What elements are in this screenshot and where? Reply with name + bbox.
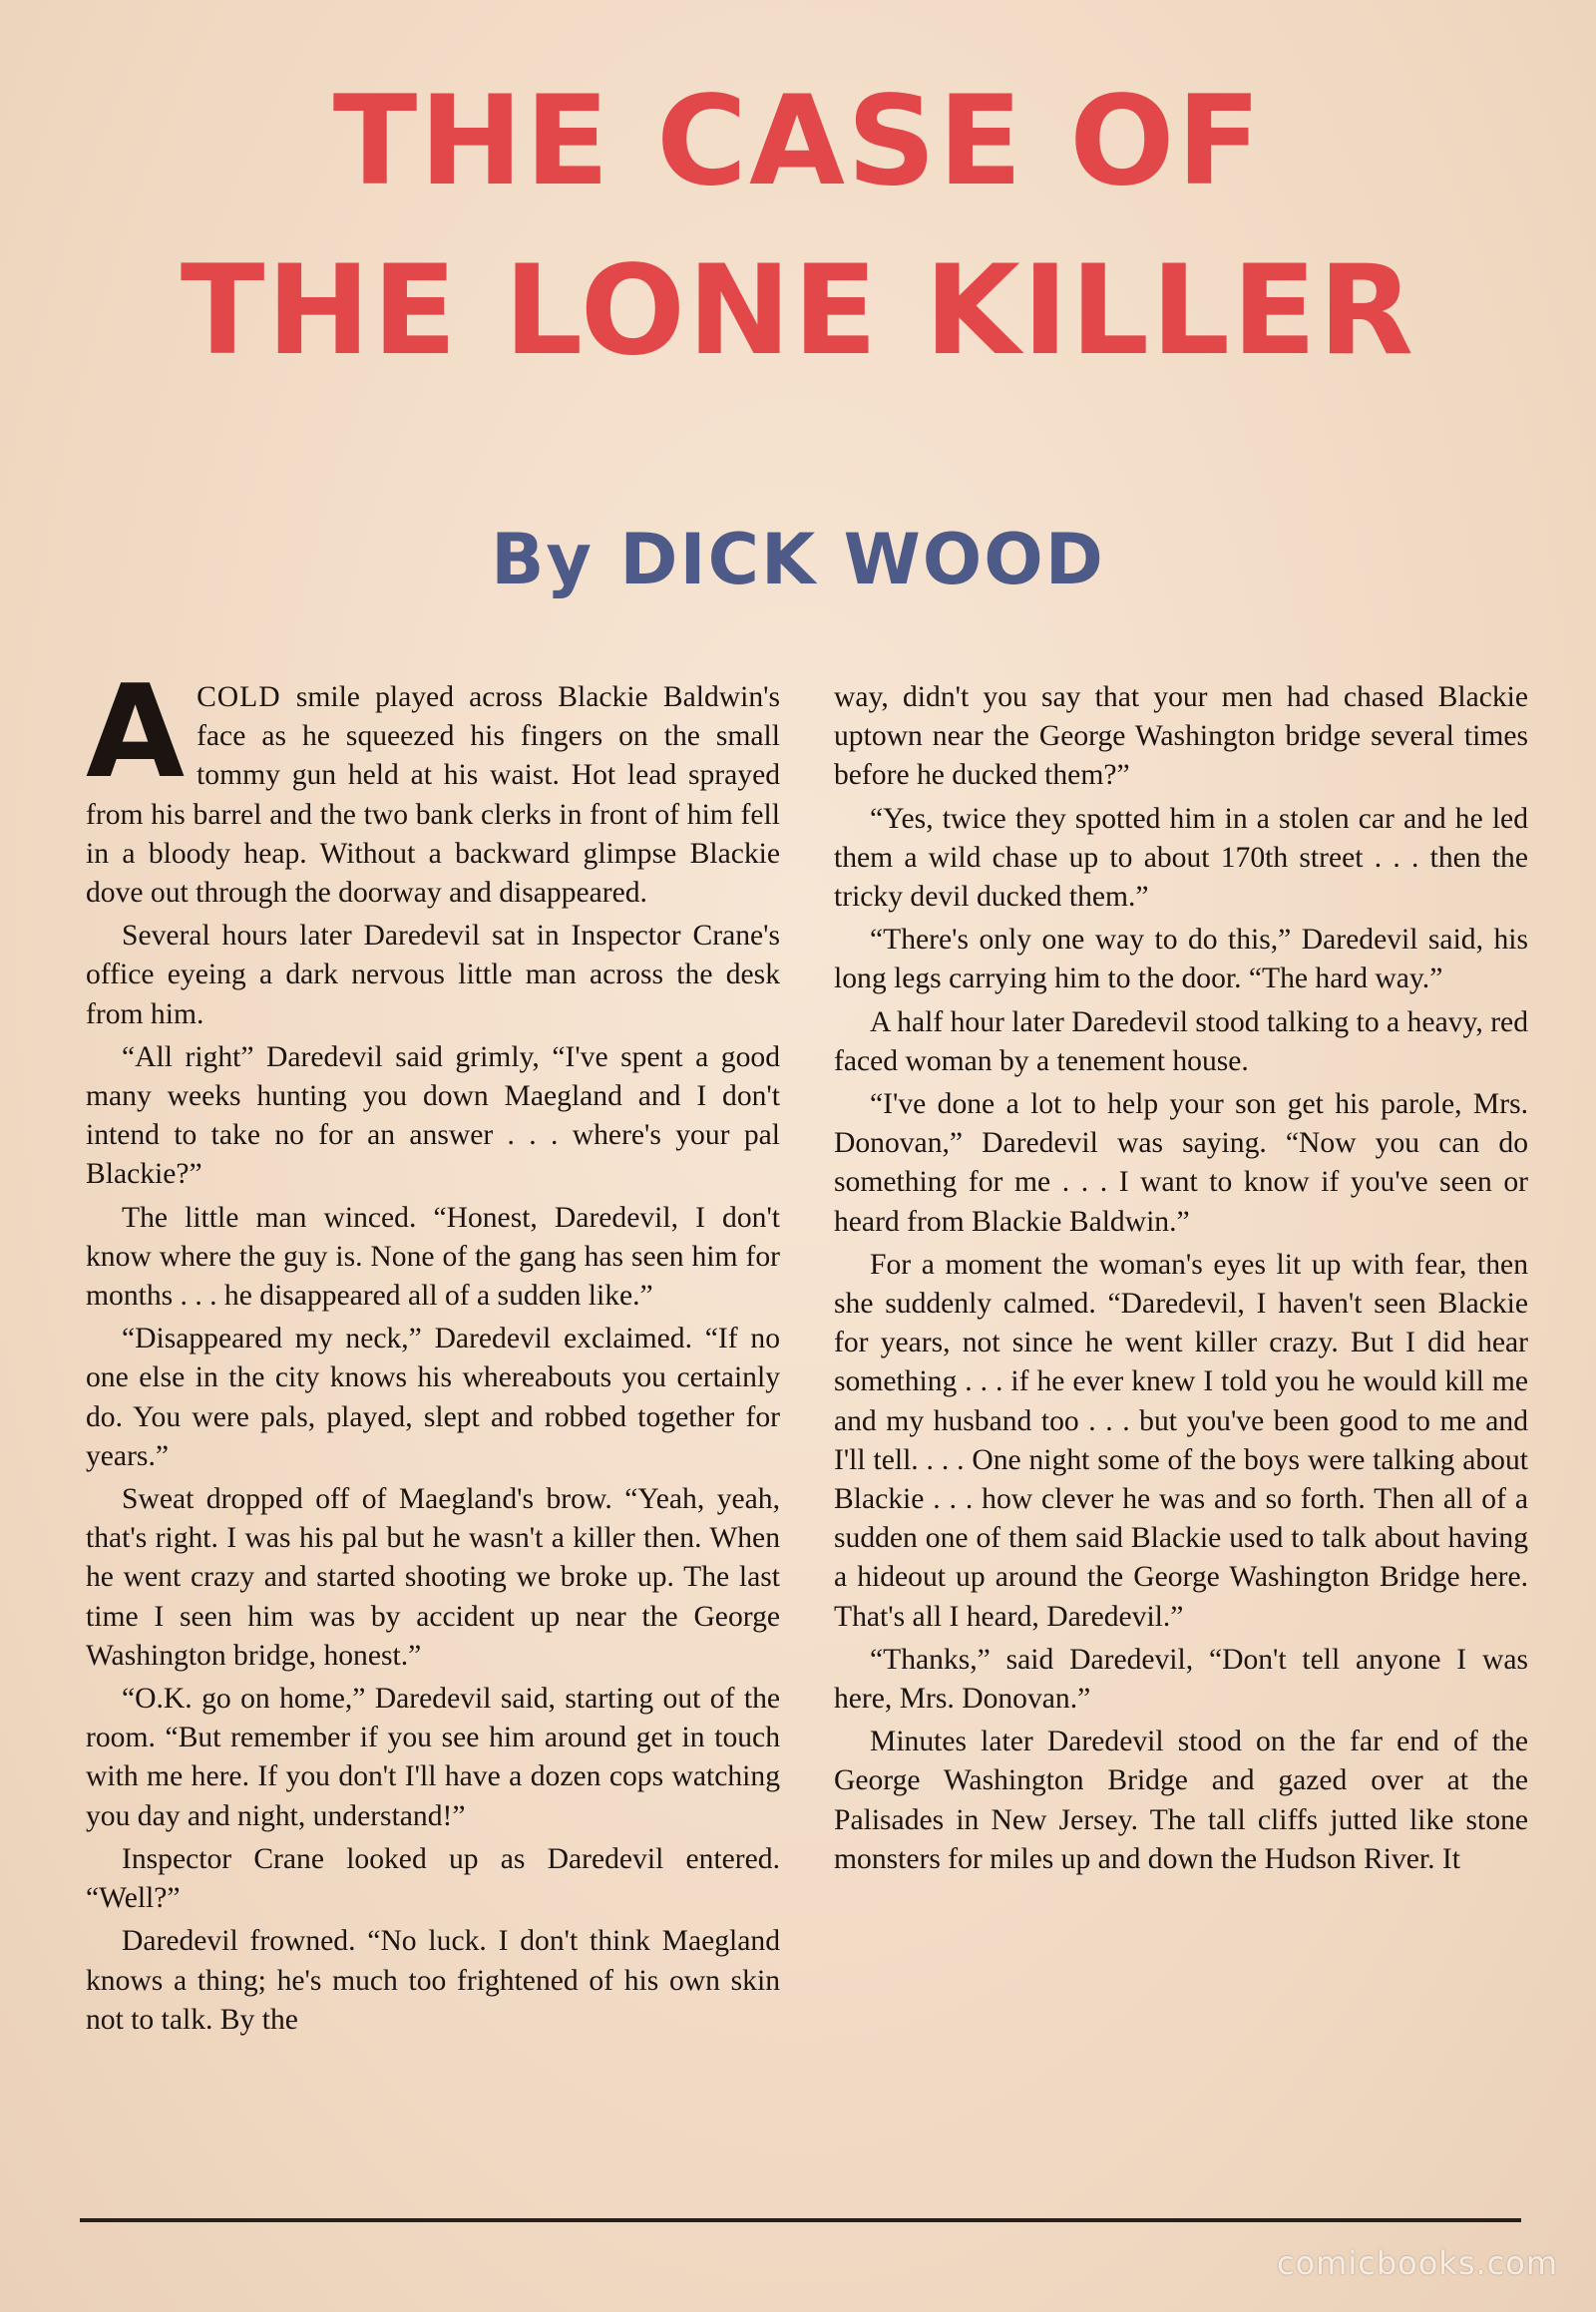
text-column-right — [834, 678, 1528, 1883]
paragraph: The little man winced. “Honest, Daredevil, I don't know where the guy is. None of the gang has seen him for months . . . he disappeared all of a sudden like.” — [86, 1201, 780, 1313]
paragraph: “Yes, twice they spotted him in a stolen car and he led them a wild chase up to about 170th street . . . then the tricky devil ducked them.” — [834, 802, 1528, 914]
paragraph: “I've done a lot to help your son get his parole, Mrs. Donovan,” Daredevil was saying. “Now you can do something for me . . . I want to know if you've seen or heard from Blackie Baldwin.” — [834, 1088, 1528, 1238]
paragraph — [86, 658, 780, 913]
paragraph: “There's only one way to do this,” Daredevil said, his long legs carrying him to the door. “The hard way.” — [834, 924, 1528, 995]
bottom-rule — [80, 2218, 1521, 2222]
story-title-line-1: THE CASE OF — [332, 70, 1264, 213]
lead-caps: COLD — [197, 681, 281, 713]
paragraph: “All right” Daredevil said grimly, “I've spent a good many weeks hunting you down Maegland and I don't intend to take no for an answer . . . where's your pal Blackie?” — [86, 1040, 780, 1191]
paragraph: A half hour later Daredevil stood talking to a heavy, red faced woman by a tenement house. — [834, 1005, 1528, 1077]
story-title-line-2: THE LONE KILLER — [180, 239, 1416, 383]
paragraph: “Thanks,” said Daredevil, “Don't tell anyone I was here, Mrs. Donovan.” — [834, 1643, 1528, 1716]
paragraph: Minutes later Daredevil stood on the far end of the George Washington Bridge and gazed over at the Palisades in New Jersey. The tall cliffs jutted like stone monsters for miles up and down the Hudson River. It — [834, 1726, 1528, 1875]
paragraph-text: smile played across Blackie Baldwin's face as he squeezed his fingers on the small tommy gun held at his waist. Hot lead sprayed from his barrel and the two bank clerks in front of him fell in a bloody heap. Without a backward glimpse Blackie dove out through the doorway and disappeared. — [86, 681, 780, 910]
paragraph: Sweat dropped off of Maegland's brow. “Yeah, yeah, that's right. I was his pal but he wasn't a killer then. When he went crazy and started shooting we broke up. The last time I seen him was by accident up near the George Washington bridge, honest.” — [86, 1483, 780, 1672]
paragraph: Inspector Crane looked up as Daredevil entered. “Well?” — [86, 1842, 780, 1915]
paragraph: way, didn't you say that your men had chased Blackie uptown near the George Washington bridge several times before he ducked them?” — [834, 681, 1528, 792]
paragraph: Several hours later Daredevil sat in Inspector Crane's office eyeing a dark nervous little man across the desk from him. — [86, 920, 780, 1030]
site-watermark: comicbooks.com — [1276, 2244, 1558, 2282]
paragraph: Daredevil frowned. “No luck. I don't think Maegland knows a thing; he's much too frightened of his own skin not to talk. By the — [86, 1925, 780, 2036]
drop-cap: A — [86, 658, 186, 807]
paragraph: “Disappeared my neck,” Daredevil exclaimed. “If no one else in the city knows his whereabouts you certainly do. You were pals, played, slept and robbed together for years.” — [86, 1323, 780, 1472]
author-byline: By DICK WOOD — [491, 519, 1105, 600]
paragraph: For a moment the woman's eyes lit up with fear, then she suddenly calmed. “Daredevil, I haven't seen Blackie for years, not since he went killer crazy. But I did hear something . . . if he ever knew I told you he would kill me and my husband too . . . but you've been good to me and I'll tell. . . . One night some of the boys were talking about Blackie . . . how clever he was and so forth. Then all of a sudden one of them said Blackie used to talk about having a hideout up around the George Washington Bridge here. That's all I heard, Daredevil.” — [834, 1248, 1528, 1633]
paragraph: “O.K. go on home,” Daredevil said, starting out of the room. “But remember if you see him around get in touch with me here. If you don't I'll have a dozen cops watching you day and night, understand!” — [86, 1683, 780, 1832]
text-column-left — [86, 658, 780, 2044]
